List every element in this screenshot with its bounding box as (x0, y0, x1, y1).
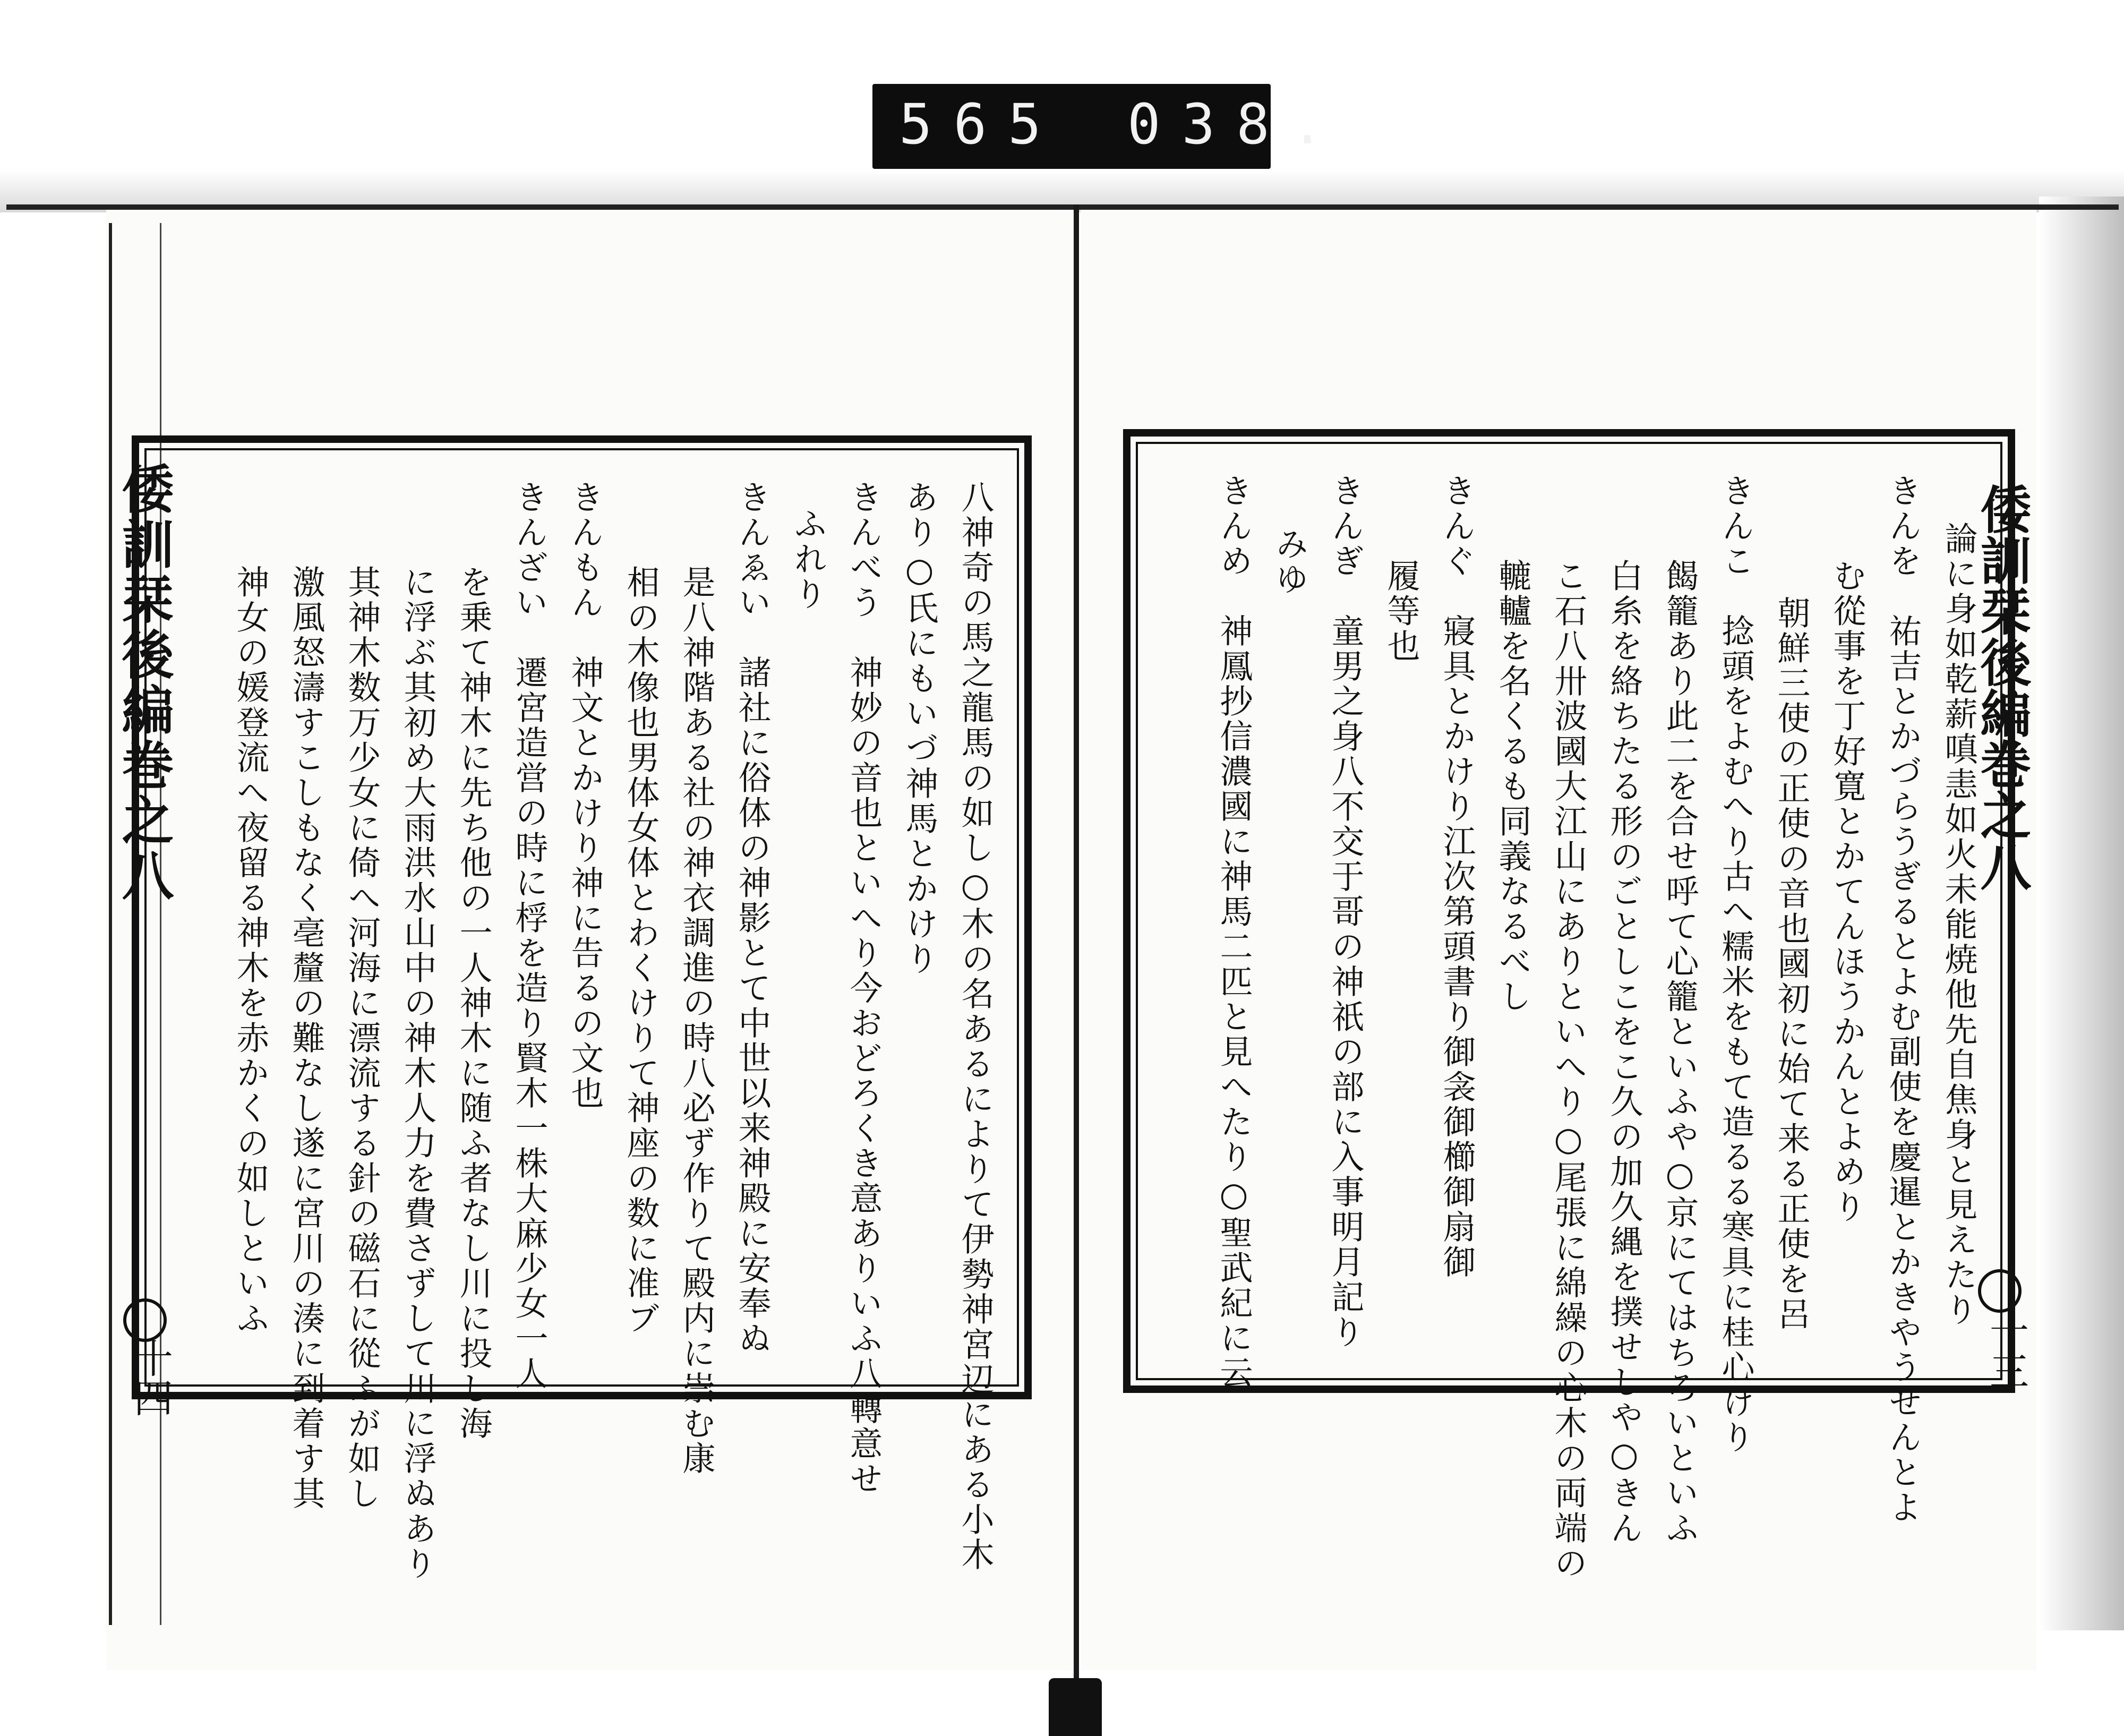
right-text-column: 履等也 (1382, 559, 1420, 664)
left-text-column: を乗て神木に先ち他の一人神木に随ふ者なし川に投し海 (454, 565, 493, 1441)
left-text-column: 八神奇の馬之龍馬の如し○木の名あるによりて伊勢神宮辺にある小木 (956, 480, 995, 1572)
left-text-frame (132, 435, 1032, 1581)
right-text-column: む從事を丁好寛とかてんほうかんとよめり (1828, 559, 1866, 1225)
right-text-column: きんぎ 童男之身八不交于哥の神祇の部に入事明月記り (1326, 474, 1365, 1350)
left-text-column: きんざい 遷宮造営の時に桴を造り賢木一株大麻少女一人 (510, 480, 549, 1391)
right-page-number: 十三 (1983, 1312, 2029, 1390)
scan-right-edge (2039, 196, 2124, 1630)
left-text-column: きんべう 神妙の音也といへり今おどろくき意ありいふ八轉意せ (844, 480, 883, 1496)
left-page-number: 十四 (127, 1338, 173, 1417)
right-text-column: きんぐ 寢具とかけり江次第頭書り御衾御櫛御扇御 (1437, 474, 1476, 1280)
right-text-column: 餲籠あり此二を合せ呼て心籠といふや○京にてはちろいといふ (1660, 559, 1699, 1546)
right-text-column: 白糸を絡ちたる形のごとしこをこ久の加久縄を撲せしや○きん (1605, 559, 1643, 1546)
left-text-column: きんもん 神文とかけり神に告るの文也 (566, 480, 604, 1111)
right-text-column: みゆ (1270, 527, 1309, 597)
right-text-column: きんを 祐吉とかづらうぎるとよむ副使を慶暹とかきやうせんとよ (1883, 474, 1922, 1525)
frame-number: 038. (1127, 92, 1346, 157)
right-page-title: 倭訓栞後編巻之八 (1972, 483, 2032, 891)
right-text-column: 朝鮮三使の正使の音也國初に始て来る正使を呂 (1772, 596, 1811, 1332)
right-text-column: 轆轤を名くるも同義なるべし (1493, 559, 1532, 1014)
left-text-column: 激風怒濤すこしもなく亳釐の難なし遂に宮川の湊に到着す其 (287, 565, 326, 1511)
left-text-column: ふれり (789, 507, 827, 612)
film-frame-label (872, 84, 1346, 169)
left-text-column: 神女の媛登流へ夜留る神木を赤かくの如しといふ (231, 565, 270, 1336)
left-page-title: 倭訓栞後編巻之八 (113, 462, 174, 904)
left-text-column: 其神木数万少女に倚へ河海に漂流する針の磁石に從ふが如し (342, 565, 381, 1511)
left-text-column: 相の木像也男体女体とわくけりて神座の数に准ブ (621, 565, 660, 1336)
binding-clip (1049, 1678, 1102, 1736)
book-top-edge (6, 204, 2119, 210)
left-text-column: あり○氏にもいづ神馬とかけり (900, 480, 939, 977)
left-text-column: きんゑい 諸社に俗体の神影とて中世以来神殿に安奉ぬ (733, 480, 772, 1356)
right-text-column: 論に身如乾薪嗔恚如火未能焼他先自焦身と見えたり (1939, 521, 1978, 1328)
left-text-column: 是八神階ある社の神衣調進の時八必ず作りて殿内に崇む康 (677, 565, 716, 1476)
left-text-column: に浮ぶ其初め大雨洪水山中の神木人力を費さずして川に浮ぬあり (398, 565, 437, 1581)
right-text-column: きんめ 神鳳抄信濃國に神馬二匹と見へたり○聖武紀に云 (1214, 474, 1253, 1391)
right-text-column: きんこ 捻頭をよむへり古へ糯米をもて造るる寒具に桂心けり (1716, 474, 1755, 1455)
book-gutter (1074, 204, 1079, 1723)
right-text-frame (1123, 429, 2015, 1581)
reel-number: 565 (899, 92, 1063, 157)
right-text-column: こ石八卅波國大江山にありといへり○尾張に綿繰の心木の両端の (1549, 559, 1588, 1581)
